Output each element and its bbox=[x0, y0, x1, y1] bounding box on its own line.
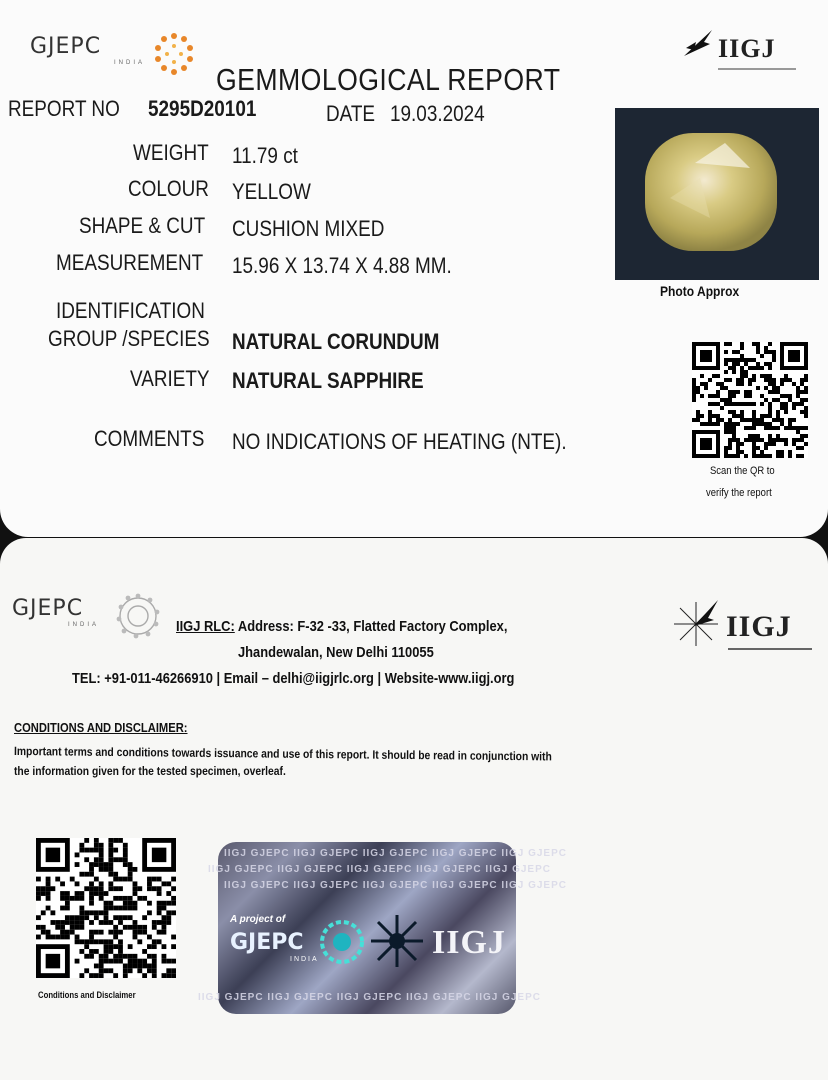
iigj-logo-underline bbox=[718, 68, 796, 70]
gjepc-logo-back-text: GJEPC bbox=[12, 596, 84, 621]
iigj-logo-text: IIGJ bbox=[718, 34, 776, 63]
gem-image bbox=[615, 108, 819, 280]
hologram-pattern-row-4: IIGJ GJEPC IIGJ GJEPC IIGJ GJEPC IIGJ GJEPC IIGJ GJEPC bbox=[198, 992, 541, 1003]
conditions-line2: the information given for the tested specimen, overleaf. bbox=[14, 764, 286, 778]
qr-caption-line2: verify the report bbox=[706, 487, 772, 499]
gjepc-logo-text: GJEPC bbox=[30, 34, 102, 59]
hologram-pattern-row-3: IIGJ GJEPC IIGJ GJEPC IIGJ GJEPC IIGJ GJEPC IIGJ GJEPC bbox=[224, 880, 567, 891]
hologram-sticker bbox=[198, 842, 567, 1014]
date-label: DATE bbox=[326, 101, 376, 126]
gjepc-logo-sub: INDIA bbox=[114, 60, 146, 66]
conditions-qr-code[interactable] bbox=[36, 838, 176, 978]
variety-label: VARIETY bbox=[130, 366, 210, 391]
verify-qr-code[interactable] bbox=[692, 342, 808, 458]
hologram-burst-icon bbox=[368, 912, 426, 970]
hologram-gjepc-text: GJEPC bbox=[230, 930, 304, 955]
address-line1: Address: F-32 -33, Flatted Factory Complex, bbox=[237, 618, 508, 635]
identification-label: IDENTIFICATION bbox=[56, 298, 205, 323]
weight-value: 11.79 ct bbox=[232, 143, 298, 168]
qr-caption-line1: Scan the QR to bbox=[710, 465, 775, 477]
iigj-back-burst-icon bbox=[668, 596, 724, 652]
hologram-project-text: A project of bbox=[230, 914, 286, 925]
address-line2: Jhandewalan, New Delhi 110055 bbox=[238, 644, 434, 661]
report-front-card bbox=[0, 0, 828, 537]
group-species-label: GROUP /SPECIES bbox=[48, 326, 210, 351]
date-value: 19.03.2024 bbox=[390, 101, 485, 126]
gjepc-logo-back-sub: INDIA bbox=[68, 622, 100, 628]
report-no-label: REPORT NO bbox=[8, 96, 120, 121]
hologram-pattern-row-2: IIGJ GJEPC IIGJ GJEPC IIGJ GJEPC IIGJ GJEPC IIGJ GJEPC bbox=[208, 864, 551, 875]
shape-cut-value: CUSHION MIXED bbox=[232, 216, 385, 241]
contact-line: TEL: +91-011-46266910 | Email – delhi@iigjrlc.org | Website-www.iigj.org bbox=[72, 670, 515, 687]
comments-label: COMMENTS bbox=[94, 426, 205, 451]
variety-value: NATURAL SAPPHIRE bbox=[232, 368, 424, 393]
report-back-card bbox=[0, 538, 828, 1080]
measurement-value: 15.96 X 13.74 X 4.88 MM. bbox=[232, 253, 452, 278]
comments-value: NO INDICATIONS OF HEATING (NTE). bbox=[232, 429, 567, 454]
gjepc-back-sunburst-icon bbox=[112, 590, 164, 642]
shape-cut-label: SHAPE & CUT bbox=[79, 213, 206, 238]
address-block bbox=[176, 618, 507, 635]
gjepc-logo bbox=[30, 30, 180, 78]
weight-label: WEIGHT bbox=[133, 140, 209, 165]
iigj-logo bbox=[682, 26, 802, 74]
iigj-logo-back-text: IIGJ bbox=[726, 610, 792, 643]
conditions-qr-caption: Conditions and Disclaimer bbox=[38, 990, 136, 1000]
report-no-value: 5295D20101 bbox=[148, 96, 257, 121]
group-species-value: NATURAL CORUNDUM bbox=[232, 329, 440, 354]
conditions-heading: CONDITIONS AND DISCLAIMER: bbox=[14, 720, 188, 735]
hologram-medallion-icon bbox=[318, 918, 366, 966]
gem-photo bbox=[615, 108, 819, 280]
measurement-label: MEASUREMENT bbox=[56, 250, 204, 275]
gjepc-logo-back bbox=[12, 590, 172, 646]
hologram-pattern-row-1: IIGJ GJEPC IIGJ GJEPC IIGJ GJEPC IIGJ GJEPC IIGJ GJEPC bbox=[224, 848, 567, 859]
report-title: GEMMOLOGICAL REPORT bbox=[216, 62, 561, 97]
iigj-arrow-icon bbox=[682, 28, 716, 58]
colour-value: YELLOW bbox=[232, 179, 311, 204]
conditions-line1: Important terms and conditions towards issuance and use of this report. It should be read in conjunction with bbox=[13, 744, 552, 764]
colour-label: COLOUR bbox=[128, 176, 209, 201]
hologram-gjepc-sub: INDIA bbox=[290, 956, 319, 963]
address-label: IIGJ RLC: bbox=[176, 618, 235, 635]
gjepc-sunburst-icon bbox=[148, 30, 200, 78]
iigj-logo-back bbox=[668, 596, 818, 656]
hologram-iigj-text: IIGJ bbox=[432, 924, 506, 961]
iigj-logo-back-underline bbox=[728, 648, 812, 650]
photo-caption: Photo Approx bbox=[660, 283, 740, 299]
